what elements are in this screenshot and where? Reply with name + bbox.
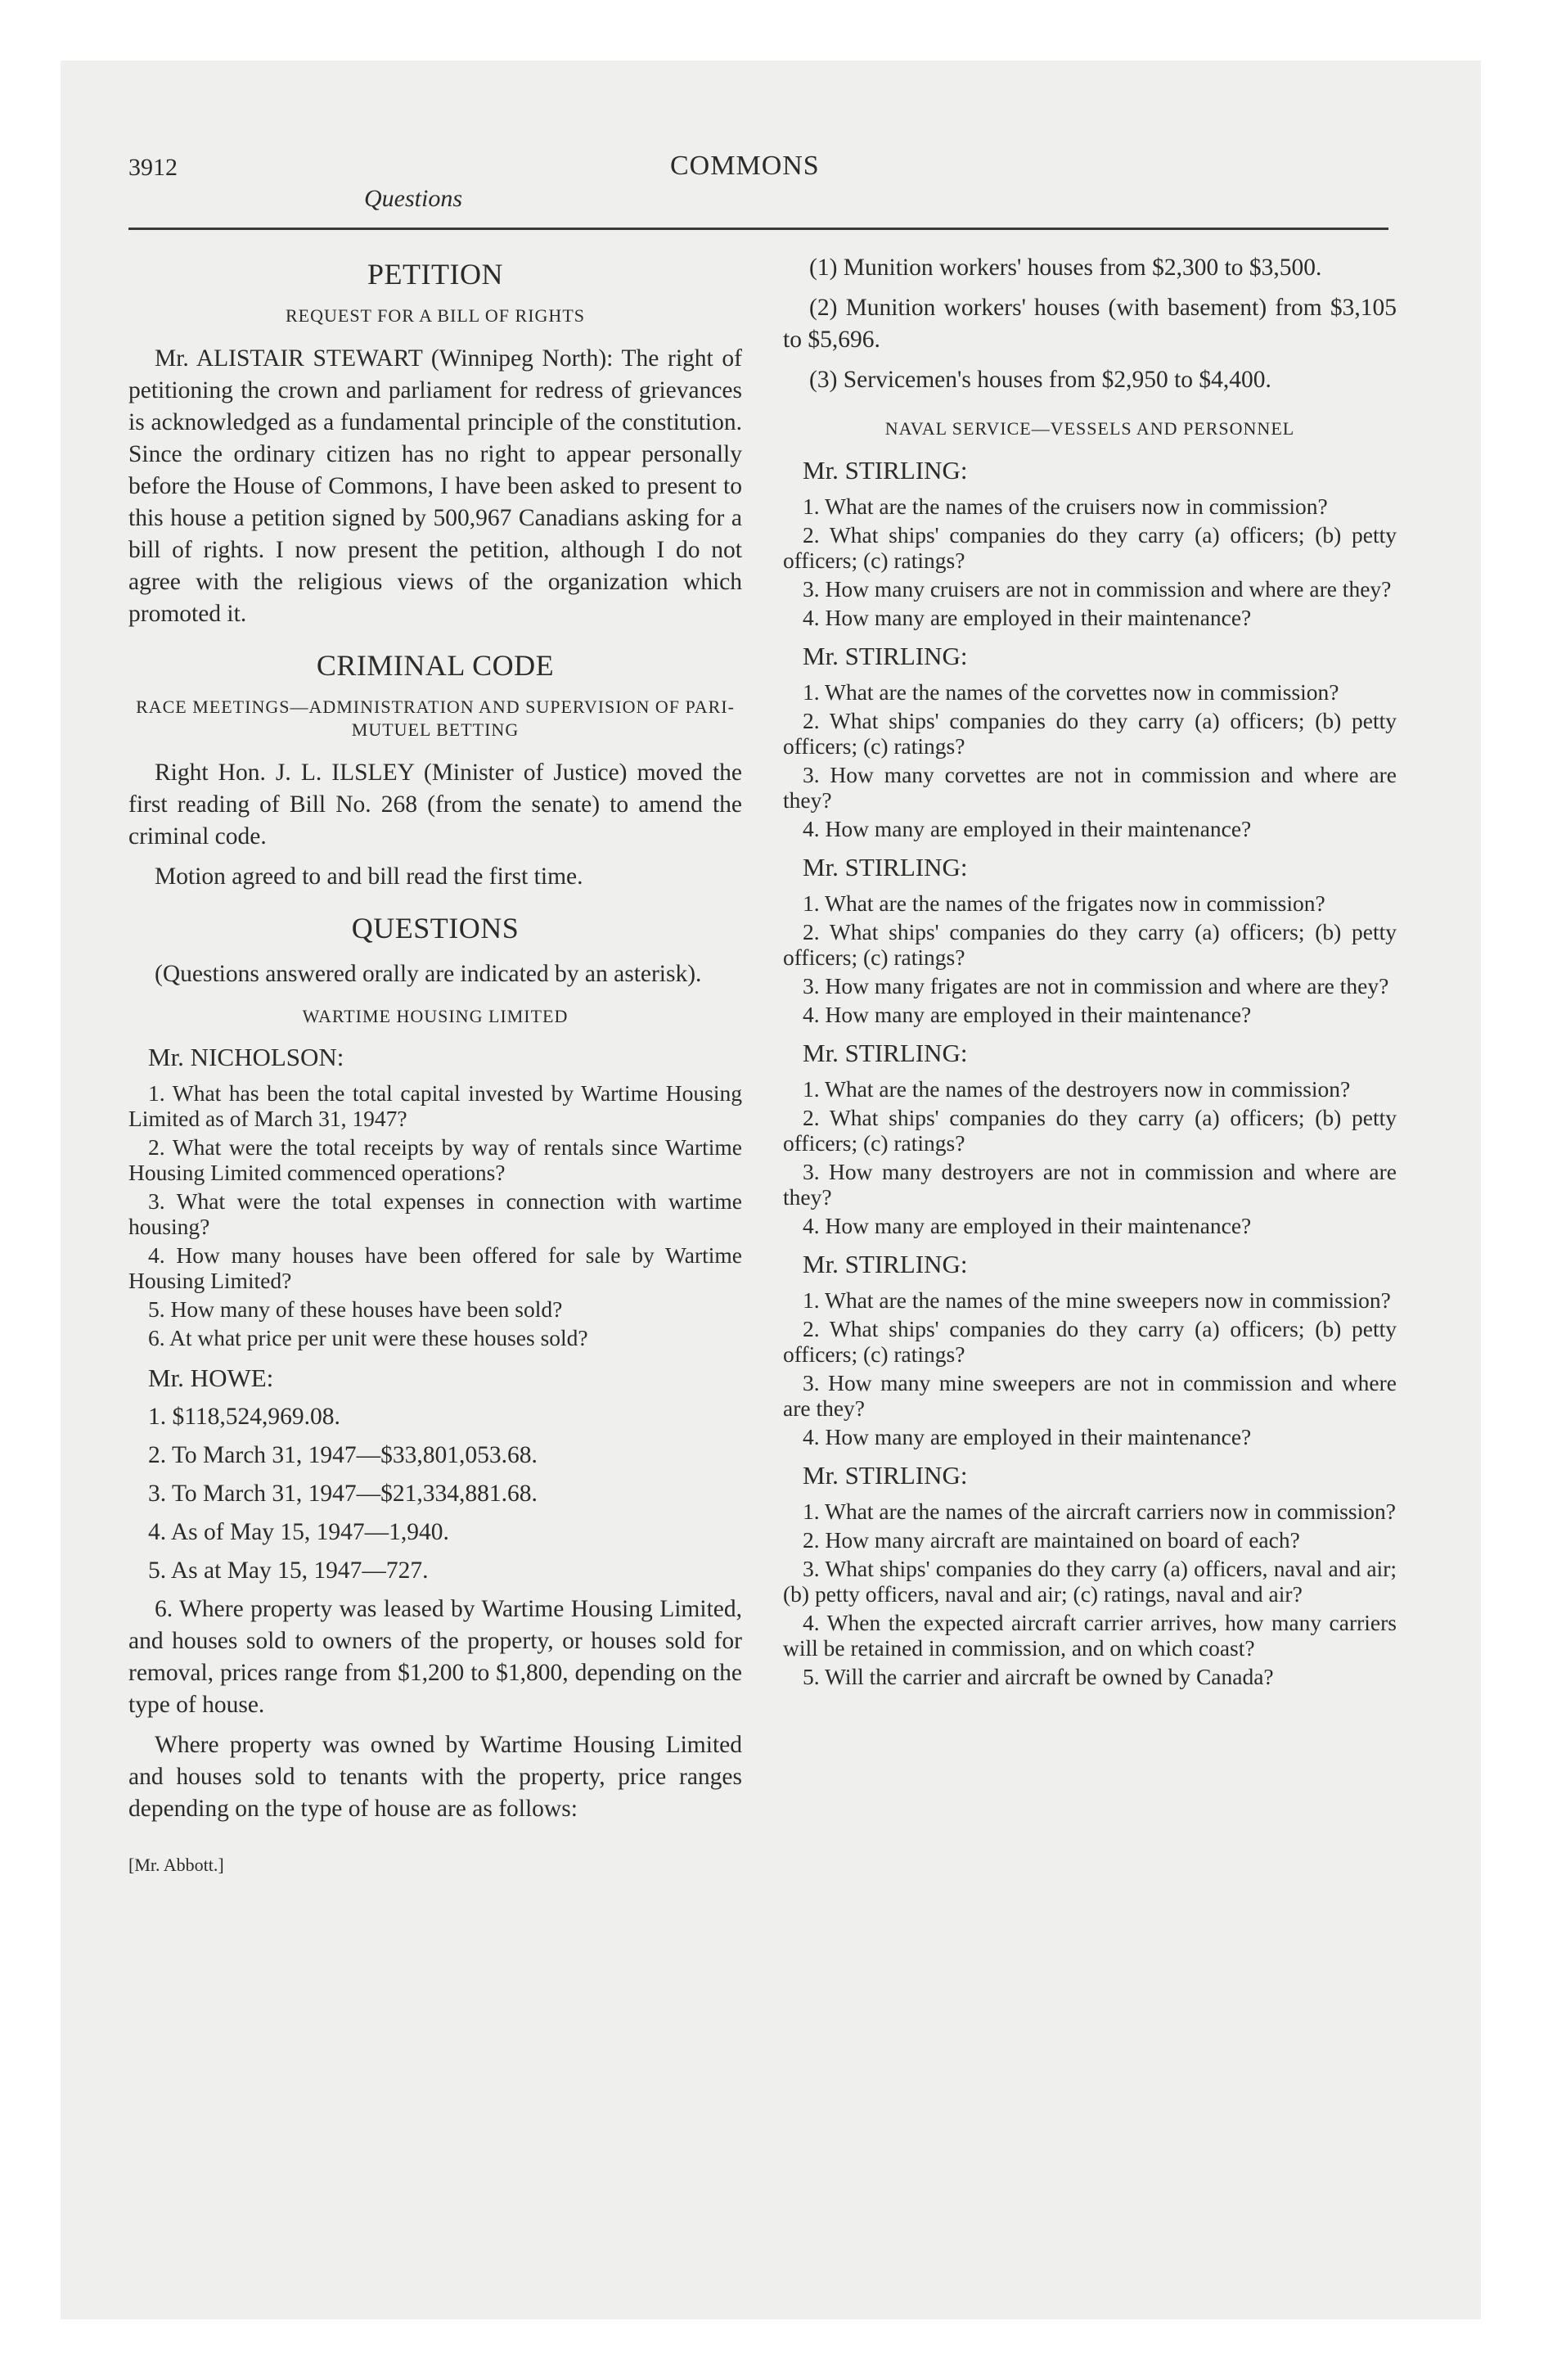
question-item: 1. What are the names of the corvettes now in commission?: [803, 678, 1339, 705]
question-item: 5. Will the carrier and aircraft be owned by Canada?: [803, 1663, 1274, 1689]
question-item: 4. How many are employed in their maintenance?: [803, 1423, 1252, 1449]
question-item: 1. What are the names of the mine sweepers now in commission?: [803, 1287, 1391, 1313]
question-item: 4. How many are employed in their maintenance?: [803, 815, 1252, 841]
question-item: 2. How many aircraft are maintained on board of each?: [803, 1526, 1300, 1553]
motion-paragraph: Motion agreed to and bill read the first time.: [155, 863, 583, 890]
housing-subheading: WARTIME HOUSING LIMITED: [302, 1005, 569, 1026]
question-item: 2. What ships' companies do they carry (a) officers; (b) petty officers; (c) ratings?: [783, 918, 1397, 970]
question-item: 2. What ships' companies do they carry (a) officers; (b) petty officers; (c) ratings?: [783, 521, 1397, 573]
naval-subheading: NAVAL SERVICE—VESSELS AND PERSONNEL: [884, 418, 1295, 439]
question-item: 1. What are the names of the aircraft carriers now in commission?: [803, 1498, 1396, 1524]
question-block: [783, 642, 1397, 841]
question-item: 6. At what price per unit were these houses sold?: [148, 1325, 588, 1351]
question-item: 3. What were the total expenses in connection with wartime housing?: [128, 1188, 742, 1240]
answer-item: 1. $118,524,969.08.: [148, 1404, 340, 1431]
price-item: (2) Munition workers' houses (with basement) from $3,105 to $5,696.: [783, 295, 1397, 353]
question-item: 4. How many are employed in their maintenance?: [803, 1001, 1252, 1027]
footer-attribution: [Mr. Abbott.]: [128, 1855, 224, 1876]
question-item: 4. How many are employed in their maintenance?: [803, 604, 1252, 630]
page-number: 3912: [128, 154, 178, 181]
question-item: 1. What are the names of the destroyers now in commission?: [803, 1075, 1351, 1102]
question-item: 4. When the expected aircraft carrier arrives, how many carriers will be retained in commission, and on which coast?: [783, 1609, 1397, 1661]
question-item: 1. What are the names of the frigates now in commission?: [803, 890, 1325, 916]
question-block: [783, 456, 1397, 630]
speaker-label: Mr. STIRLING:: [803, 1249, 968, 1278]
criminal-code-paragraph: Right Hon. J. L. ILSLEY (Minister of Justice) moved the first reading of Bill No. 268 (from the senate) to amend the criminal code.: [128, 759, 742, 850]
criminal-code-heading: CRIMINAL CODE: [316, 648, 555, 682]
question-item: 2. What ships' companies do they carry (a) officers; (b) petty officers; (c) ratings?: [783, 1104, 1397, 1156]
answer-item: 4. As of May 15, 1947—1,940.: [148, 1519, 449, 1546]
speaker-label: Mr. HOWE:: [148, 1364, 274, 1393]
price-item: (3) Servicemen's houses from $2,950 to $4,400.: [809, 367, 1271, 393]
question-block: [783, 1039, 1397, 1238]
questions-heading: QUESTIONS: [351, 911, 520, 944]
question-item: 2. What ships' companies do they carry (a) officers; (b) petty officers; (c) ratings?: [783, 707, 1397, 759]
petition-heading: PETITION: [367, 258, 503, 291]
question-item: 3. What ships' companies do they carry (a) officers, naval and air; (b) petty officers, naval and air; (c) ratings, naval and air?: [783, 1555, 1397, 1607]
speaker-label: Mr. STIRLING:: [803, 1460, 968, 1490]
question-item: 2. What ships' companies do they carry (a) officers; (b) petty officers; (c) ratings?: [783, 1315, 1397, 1367]
petition-paragraph: Mr. ALISTAIR STEWART (Winnipeg North): The right of petitioning the crown and parliament for redress of grievances is acknowledged as a fundamental principle of the constitution. Since the ordinary citizen has no right to appear personally before the House of Commons, I have been asked to present to this house a petition signed by 500,967 Canadians asking for a bill of rights. I now present the petition, although I do not agree with the religious views of the organization which promoted it.: [128, 345, 742, 627]
question-item: 3. How many corvettes are not in commission and where are they?: [783, 761, 1397, 813]
question-item: 4. How many houses have been offered for sale by Wartime Housing Limited?: [128, 1242, 742, 1294]
question-block: [783, 1461, 1397, 1689]
question-item: 1. What are the names of the cruisers now in commission?: [803, 493, 1328, 519]
answer-item: 2. To March 31, 1947—$33,801,053.68.: [148, 1442, 538, 1469]
question-item: 3. How many mine sweepers are not in commission and where are they?: [783, 1369, 1397, 1421]
section-label: Questions: [364, 185, 462, 212]
question-item: 1. What has been the total capital invested by Wartime Housing Limited as of March 31, 1947?: [128, 1080, 742, 1132]
questions-note: (Questions answered orally are indicated by an asterisk).: [155, 960, 702, 987]
answer-paragraph: 6. Where property was leased by Wartime Housing Limited, and houses sold to owners of the property, or houses sold for removal, prices range from $1,200 to $1,800, depending on the type of house.: [128, 1596, 742, 1719]
answer-item: 5. As at May 15, 1947—727.: [148, 1557, 429, 1584]
question-item: 4. How many are employed in their maintenance?: [803, 1212, 1252, 1238]
price-item: (1) Munition workers' houses from $2,300 to $3,500.: [809, 255, 1322, 281]
speaker-label: Mr. STIRLING:: [803, 852, 968, 881]
question-item: 2. What were the total receipts by way of rentals since Wartime Housing Limited commenced operations?: [128, 1134, 742, 1186]
page-title: COMMONS: [670, 151, 820, 181]
speaker-label: Mr. NICHOLSON:: [148, 1043, 344, 1072]
page-header: [128, 151, 1388, 230]
question-item: 3. How many cruisers are not in commission and where are they?: [803, 575, 1392, 602]
question-block: [783, 853, 1397, 1027]
question-item: 3. How many frigates are not in commission and where are they?: [803, 972, 1389, 998]
answer-item: 3. To March 31, 1947—$21,334,881.68.: [148, 1481, 538, 1508]
question-block: [783, 1250, 1397, 1449]
question-item: 5. How many of these houses have been sold?: [148, 1296, 563, 1323]
right-column: [783, 252, 1397, 1693]
criminal-code-subheading: RACE MEETINGS—ADMINISTRATION AND SUPERVISION OF PARI-MUTUEL BETTING: [136, 696, 735, 741]
speaker-label: Mr. STIRLING:: [803, 455, 968, 485]
answer-paragraph: Where property was owned by Wartime Housing Limited and houses sold to tenants with the property, price ranges depending on the type of house are as follows:: [128, 1732, 742, 1823]
petition-subheading: REQUEST FOR A BILL OF RIGHTS: [286, 305, 585, 326]
speaker-label: Mr. STIRLING:: [803, 641, 968, 670]
speaker-label: Mr. STIRLING:: [803, 1038, 968, 1067]
question-item: 3. How many destroyers are not in commission and where are they?: [783, 1158, 1397, 1210]
left-column: [128, 252, 742, 1876]
